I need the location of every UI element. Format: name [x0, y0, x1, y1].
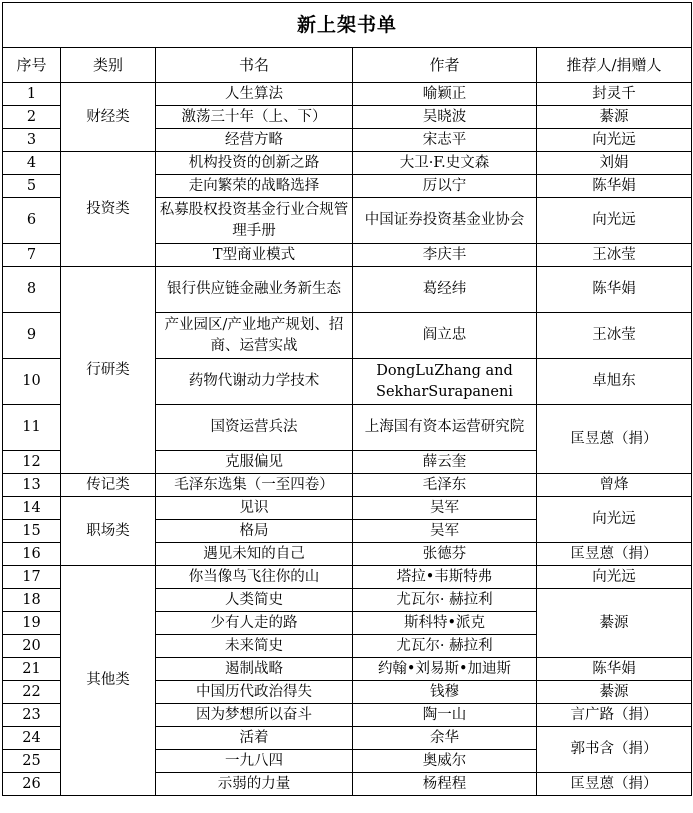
book-recommender: 陈华娟 — [537, 658, 692, 681]
category-cell: 其他类 — [61, 566, 156, 796]
book-title: 机构投资的创新之路 — [156, 152, 353, 175]
book-recommender: 陈华娟 — [537, 267, 692, 313]
book-recommender: 向光远 — [537, 497, 692, 543]
row-no: 22 — [3, 681, 61, 704]
table-row — [3, 267, 692, 313]
row-no: 5 — [3, 175, 61, 198]
book-author: 吴军 — [353, 497, 537, 520]
table-row — [3, 566, 692, 589]
book-author: 尤瓦尔· 赫拉利 — [353, 635, 537, 658]
book-title: 产业园区/产业地产规划、招商、运营实战 — [156, 313, 353, 359]
book-author: 斯科特•派克 — [353, 612, 537, 635]
header-category: 类别 — [61, 48, 156, 83]
category-cell: 职场类 — [61, 497, 156, 566]
row-no: 12 — [3, 451, 61, 474]
row-no: 23 — [3, 704, 61, 727]
book-recommender: 陈华娟 — [537, 175, 692, 198]
book-recommender: 匡昱蒽（捐） — [537, 543, 692, 566]
row-no: 15 — [3, 520, 61, 543]
book-author: 上海国有资本运营研究院 — [353, 405, 537, 451]
row-no: 13 — [3, 474, 61, 497]
row-no: 11 — [3, 405, 61, 451]
row-no: 19 — [3, 612, 61, 635]
row-no: 18 — [3, 589, 61, 612]
book-title: 示弱的力量 — [156, 773, 353, 796]
book-author: 余华 — [353, 727, 537, 750]
book-recommender: 匡昱蒽（捐） — [537, 773, 692, 796]
book-author: 毛泽东 — [353, 474, 537, 497]
book-author: 钱穆 — [353, 681, 537, 704]
book-author: 尤瓦尔· 赫拉利 — [353, 589, 537, 612]
header-title: 书名 — [156, 48, 353, 83]
book-author: 李庆丰 — [353, 244, 537, 267]
book-author: 厉以宁 — [353, 175, 537, 198]
book-list-sheet — [2, 2, 691, 810]
table-row — [3, 152, 692, 175]
book-author: 塔拉•韦斯特弗 — [353, 566, 537, 589]
book-recommender: 匡昱蒽（捐） — [537, 405, 692, 474]
row-no: 6 — [3, 198, 61, 244]
row-no: 7 — [3, 244, 61, 267]
book-title: 见识 — [156, 497, 353, 520]
table-row — [3, 474, 692, 497]
row-no: 26 — [3, 773, 61, 796]
row-no: 4 — [3, 152, 61, 175]
book-recommender: 郭书含（捐） — [537, 727, 692, 773]
row-no: 3 — [3, 129, 61, 152]
book-author: 约翰•刘易斯•加迪斯 — [353, 658, 537, 681]
book-title: 人生算法 — [156, 83, 353, 106]
category-cell: 财经类 — [61, 83, 156, 152]
book-title: 国资运营兵法 — [156, 405, 353, 451]
book-author: 陶一山 — [353, 704, 537, 727]
book-recommender: 封灵千 — [537, 83, 692, 106]
row-no: 17 — [3, 566, 61, 589]
book-recommender: 向光远 — [537, 198, 692, 244]
book-recommender: 綦源 — [537, 681, 692, 704]
book-title: 一九八四 — [156, 750, 353, 773]
header-no: 序号 — [3, 48, 61, 83]
row-no: 20 — [3, 635, 61, 658]
book-recommender: 向光远 — [537, 129, 692, 152]
book-author: 薛云奎 — [353, 451, 537, 474]
book-title: 未来简史 — [156, 635, 353, 658]
row-no: 25 — [3, 750, 61, 773]
book-title: T型商业模式 — [156, 244, 353, 267]
row-no: 21 — [3, 658, 61, 681]
book-title: 活着 — [156, 727, 353, 750]
book-title: 遇见未知的自己 — [156, 543, 353, 566]
category-cell: 投资类 — [61, 152, 156, 267]
book-author: 吴晓波 — [353, 106, 537, 129]
table-row — [3, 83, 692, 106]
book-title: 遏制战略 — [156, 658, 353, 681]
book-title: 药物代谢动力学技术 — [156, 359, 353, 405]
book-recommender: 向光远 — [537, 566, 692, 589]
book-author: 杨程程 — [353, 773, 537, 796]
book-author: 吴军 — [353, 520, 537, 543]
book-author: 葛经纬 — [353, 267, 537, 313]
row-no: 24 — [3, 727, 61, 750]
category-cell: 行研类 — [61, 267, 156, 474]
header-author: 作者 — [353, 48, 537, 83]
row-no: 1 — [3, 83, 61, 106]
book-title: 你当像鸟飞往你的山 — [156, 566, 353, 589]
header-row — [3, 48, 692, 83]
book-author: 宋志平 — [353, 129, 537, 152]
book-author: 大卫·F.史文森 — [353, 152, 537, 175]
book-title: 私募股权投资基金行业合规管理手册 — [156, 198, 353, 244]
book-title: 克服偏见 — [156, 451, 353, 474]
book-list-table — [2, 2, 692, 796]
book-recommender: 刘娟 — [537, 152, 692, 175]
row-no: 2 — [3, 106, 61, 129]
book-title: 走向繁荣的战略选择 — [156, 175, 353, 198]
book-title: 因为梦想所以奋斗 — [156, 704, 353, 727]
table-title: 新上架书单 — [3, 3, 692, 48]
book-title: 少有人走的路 — [156, 612, 353, 635]
row-no: 16 — [3, 543, 61, 566]
header-recommender: 推荐人/捐赠人 — [537, 48, 692, 83]
book-author: 张德芬 — [353, 543, 537, 566]
book-recommender: 王冰莹 — [537, 244, 692, 267]
book-title: 激荡三十年（上、下） — [156, 106, 353, 129]
book-recommender: 王冰莹 — [537, 313, 692, 359]
book-author: 阎立忠 — [353, 313, 537, 359]
book-title: 经营方略 — [156, 129, 353, 152]
book-recommender: 曾烽 — [537, 474, 692, 497]
book-author: DongLuZhang and SekharSurapaneni — [353, 359, 537, 405]
book-recommender: 綦源 — [537, 106, 692, 129]
row-no: 9 — [3, 313, 61, 359]
book-title: 银行供应链金融业务新生态 — [156, 267, 353, 313]
book-title: 中国历代政治得失 — [156, 681, 353, 704]
book-recommender: 言广路（捐） — [537, 704, 692, 727]
table-row — [3, 497, 692, 520]
book-author: 奥威尔 — [353, 750, 537, 773]
row-no: 10 — [3, 359, 61, 405]
row-no: 14 — [3, 497, 61, 520]
book-title: 人类简史 — [156, 589, 353, 612]
category-cell: 传记类 — [61, 474, 156, 497]
book-author: 喻颖正 — [353, 83, 537, 106]
book-author: 中国证券投资基金业协会 — [353, 198, 537, 244]
row-no: 8 — [3, 267, 61, 313]
book-recommender: 卓旭东 — [537, 359, 692, 405]
book-title: 毛泽东选集（一至四卷） — [156, 474, 353, 497]
book-title: 格局 — [156, 520, 353, 543]
book-recommender: 綦源 — [537, 589, 692, 658]
